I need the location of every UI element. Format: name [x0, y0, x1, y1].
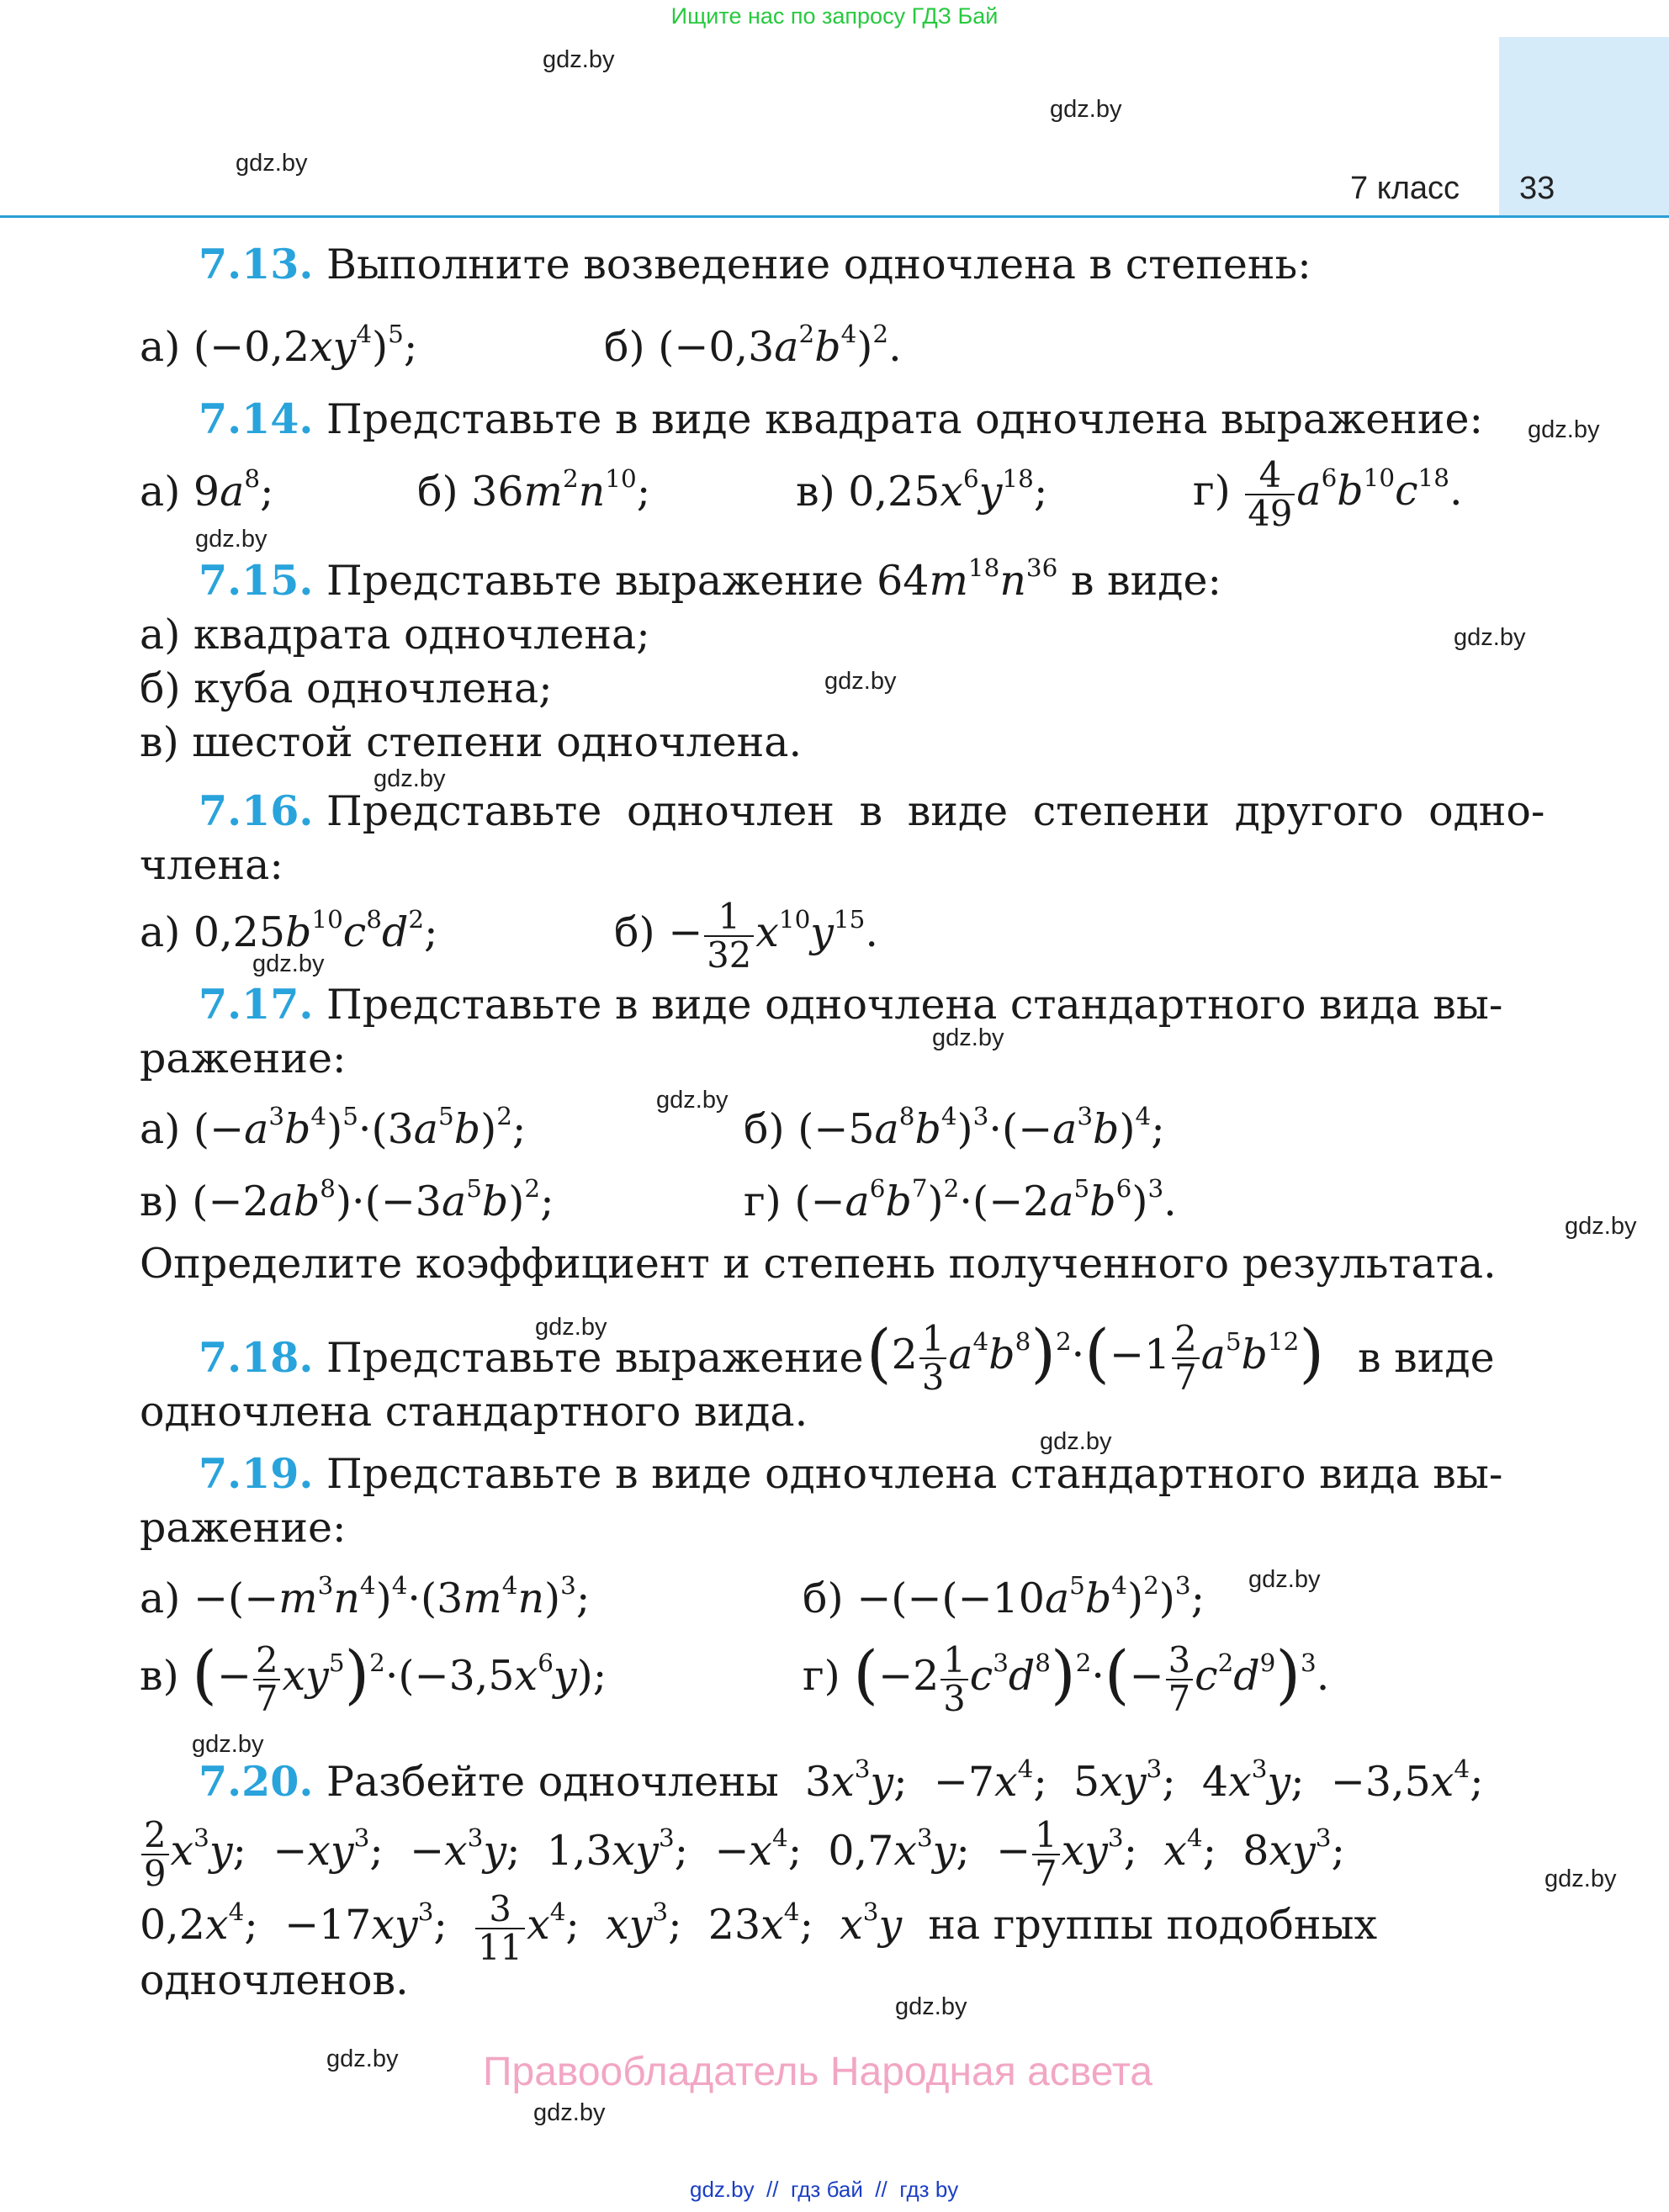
exercise-7-17-note: Определите коэффициент и степень полученного результата. [140, 1240, 1497, 1288]
footer-links[interactable]: gdz.by // гдз бай // гдз by [690, 2177, 959, 2202]
exercise-7-20-line-2: $\frac{2}{9}$ $x^3y$; $-xy^3$; $-x^3y$; $1,3xy^3$; $-x^4$; $0,7x^3y$; − $\frac{1}{7}$ $xy^3$; $x^4$; $8xy^3$; [140, 1817, 1345, 1892]
exercise-7-18-prompt-cont: одночлена стандартного вида. [140, 1388, 808, 1436]
exercise-number: 7.20. [199, 1757, 314, 1806]
exercise-number: 7.19. [199, 1449, 314, 1498]
exercise-prompt: Представьте выражение [326, 557, 864, 605]
page-number: 33 [1519, 171, 1555, 206]
exercise-7-14-c: в) $0,25x^6y^{18}$; [796, 463, 1048, 516]
exercise-prompt: Представьте в виде одночлена стандартного вида вы- [326, 1450, 1503, 1498]
watermark: gdz.by [824, 668, 897, 695]
watermark: gdz.by [1528, 416, 1600, 443]
watermark: gdz.by [374, 765, 446, 792]
exercise-7-16-a: а) $0,25b^{10}c^8d^2$; [140, 904, 438, 956]
exercise-number: 7.17. [199, 980, 314, 1029]
exercise-7-15-c: в) шестой степени одночлена. [140, 718, 803, 766]
exercise-7-13-a: а) $(-0,2xy^4)^5$; [140, 319, 418, 371]
exercise-7-14-heading [199, 394, 1484, 443]
watermark: gdz.by [656, 1087, 729, 1114]
exercise-7-19-prompt-cont: ражение: [140, 1504, 347, 1552]
exercise-7-18-expression: (2 $\frac{1}{3}$ $a^4b^8)^2\cdot(-1$ $\frac{2}{7}$ $a^5b^{12}$) [866, 1315, 1324, 1398]
exercise-number: 7.15. [199, 556, 314, 605]
copyright-notice: Правообладатель Народная асвета [483, 2050, 1152, 2094]
watermark: gdz.by [543, 46, 615, 73]
watermark: gdz.by [1248, 1566, 1321, 1593]
exercise-7-19-b: $б) -(-(-10a^5b^4)^2)^3$; [803, 1570, 1205, 1622]
watermark: gdz.by [195, 526, 268, 553]
exercise-7-19-a: $а) -(-m^3n^4)^4\cdot(3m^4n)^3$; [140, 1570, 591, 1622]
exercise-7-17-prompt-cont: ражение: [140, 1035, 347, 1082]
exercise-7-19-c: в) (− $\frac{2}{7}$ $xy^5)^2\cdot(-3,5x^6y)$; [140, 1637, 607, 1719]
exercise-7-16-b: б) − $\frac{1}{32}$ $x^{10}y^{15}$. [614, 896, 878, 976]
exercise-7-20-last-line: одночленов. [140, 1956, 409, 2004]
watermark: gdz.by [192, 1731, 264, 1758]
exercise-prompt: на группы подобных [928, 1901, 1378, 1950]
exercise-7-17-c: в) $(-2ab^8)\cdot(-3a^5b)^2$; [140, 1173, 554, 1225]
exercise-7-17-a: а) $(-a^3b^4)^5\cdot(3a^5b)^2$; [140, 1101, 527, 1153]
exercise-number: 7.13. [199, 240, 314, 288]
promo-banner[interactable]: Ищите нас по запросу ГДЗ Бай [670, 3, 999, 29]
watermark: gdz.by [1454, 624, 1526, 651]
exercise-number: 7.16. [199, 786, 314, 835]
exercise-7-13-b: б) $(-0,3a^2b^4)^2$. [604, 319, 902, 371]
watermark: gdz.by [1565, 1213, 1637, 1240]
exercise-prompt: в виде: [1070, 557, 1221, 605]
exercise-7-13-heading [199, 240, 1311, 288]
exercise-prompt: Выполните возведение одночлена в степень: [326, 241, 1311, 288]
exercise-7-19-d: г) (−2 $\frac{1}{3}$ $c^3d^8)^2\cdot(-$ $\frac{3}{7}$ $c^2d^9)^3$. [803, 1637, 1330, 1719]
exercise-prompt: Представьте в виде квадрата одночлена выражение: [326, 395, 1484, 443]
exercise-7-14-b: б) $36m^2n^{10}$; [417, 463, 651, 516]
watermark: gdz.by [535, 1314, 607, 1341]
watermark: gdz.by [326, 2045, 399, 2072]
exercise-7-15-a: а) квадрата одночлена; [140, 611, 650, 659]
exercise-7-20-heading: 7.20. Разбейте одночлены $3x^3y$; $-7x^4$; $5xy^3$; $4x^3y$; $-3,5x^4$; [199, 1754, 1484, 1806]
header-rule [0, 215, 1669, 218]
exercise-7-14-a: а) $9a^8$; [140, 463, 274, 516]
exercise-7-18-heading [199, 1333, 864, 1382]
exercise-prompt: Разбейте одночлены [326, 1758, 779, 1806]
exercise-prompt: Представьте выражение [326, 1334, 864, 1382]
exercise-7-16-prompt-cont: члена: [140, 841, 283, 889]
exercise-7-19-heading [199, 1449, 1503, 1498]
exercise-7-15-heading: 7.15. Представьте выражение $64m^{18}n^{36}$ в виде: [199, 553, 1221, 605]
exercise-number: 7.18. [199, 1333, 314, 1382]
exercise-prompt: в виде [1358, 1334, 1495, 1382]
watermark: gdz.by [895, 1993, 967, 2020]
watermark: gdz.by [932, 1024, 1004, 1051]
exercise-7-15-b: б) куба одночлена; [140, 664, 553, 712]
exercise-7-17-b: б) $(-5a^8b^4)^3\cdot(-a^3b)^4$; [744, 1101, 1165, 1153]
watermark: gdz.by [533, 2099, 606, 2126]
exercise-7-17-d: г) $(-a^6b^7)^2\cdot(-2a^5b^6)^3$. [744, 1173, 1177, 1225]
exercise-7-17-heading [199, 980, 1503, 1029]
grade-label: 7 класс [1350, 171, 1460, 206]
exercise-prompt: Представьте в виде одночлена стандартного вида вы- [326, 981, 1503, 1029]
watermark: gdz.by [1544, 1865, 1617, 1892]
exercise-number: 7.14. [199, 394, 314, 443]
watermark: gdz.by [236, 150, 308, 177]
exercise-prompt: Представьте одночлен в виде степени другого одно- [326, 787, 1545, 835]
watermark: gdz.by [1040, 1428, 1112, 1455]
exercise-7-14-d: г) $\frac{4}{49}$ $a^6b^{10}c^{18}$. [1193, 454, 1463, 534]
watermark: gdz.by [252, 950, 325, 977]
exercise-7-16-heading [199, 786, 1545, 835]
exercise-7-20-line-3: $0,2x^4$; $-17xy^3$; $\frac{3}{11}$ $x^4$; $xy^3$; $23x^4$; $x^3y$ на группы подобных [140, 1888, 1378, 1968]
watermark: gdz.by [1050, 96, 1122, 123]
